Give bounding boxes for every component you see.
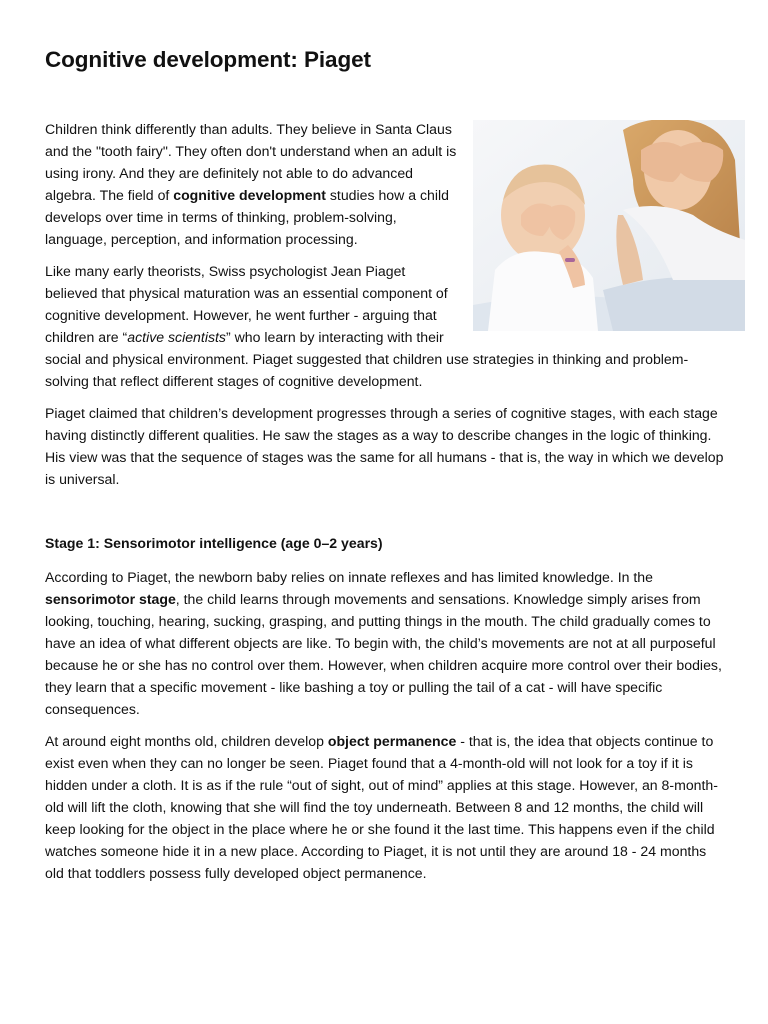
- object-permanence-text-end: - that is, the idea that objects continue to exist even when they can no longer be seen. Piaget found that a 4-month-old will not look for a toy if it is hidden under a cloth. It is as if the rule “out of sight, out of mind” applies at this stage. However, an 8-month-old will lift the cloth, knowing that she will find the toy underneath. Between 8 and 12 months, the child will keep looking for the object in the place where he or she found it the last time. This happens even if the child watches someone hide it in a new place. According to Piaget, it is not until they are around 18 - 24 months old that toddlers possess fully developed object permanence.: [45, 733, 718, 881]
- document-body: [45, 118, 725, 894]
- piaget-text-start: Like many early theorists, Swiss psychologist Jean Piaget believed that physical maturation was an essential component of cognitive development. However, he went further - arguing that children are “: [45, 263, 448, 345]
- sensorimotor-paragraph: [45, 566, 725, 720]
- intro-text-end: studies how a child develops over time in terms of thinking, problem-solving, language, perception, and information processing.: [45, 187, 449, 247]
- sensorimotor-text-start: According to Piaget, the newborn baby relies on innate reflexes and has limited knowledge. In the: [45, 569, 653, 585]
- intro-text-start: Children think differently than adults. They believe in Santa Claus and the "tooth fairy". They often don't understand when an adult is using irony. And they are definitely not able to do advanced algebra. The field of: [45, 121, 457, 203]
- stage1-heading: Stage 1: Sensorimotor intelligence (age 0–2 years): [45, 535, 383, 551]
- stages-paragraph: Piaget claimed that children’s development progresses through a series of cognitive stages, with each stage having distinctly different qualities. He saw the stages as a way to describe changes in the logic of thinking. His view was that the sequence of stages was the same for all humans - that is, the way in which we develop is universal.: [45, 405, 724, 487]
- baby-and-mother-photo: [473, 120, 745, 331]
- term-sensorimotor-stage: sensorimotor stage: [45, 591, 176, 607]
- piaget-text-end: ” who learn by interacting with their social and physical environment. Piaget suggested that children use strategies in thinking and problem-solving that reflect different stages of cognitive development.: [45, 329, 689, 389]
- term-active-scientists: active scientists: [127, 329, 226, 345]
- page-title: Cognitive development: Piaget: [45, 47, 371, 72]
- term-object-permanence: object permanence: [327, 733, 457, 749]
- object-permanence-paragraph: [45, 730, 725, 884]
- term-cognitive-development: cognitive development: [173, 187, 326, 203]
- sensorimotor-text-end: , the child learns through movements and sensations. Knowledge simply arises from looking, touching, hearing, sucking, grasping, and putting things in the mouth. The child gradually comes to have an idea of what different objects are like. To begin with, the child’s movements are not at all purposeful because he or she has no control over them. However, when children acquire more control over their bodies, they learn that a specific movement - like bashing a toy or pulling the tail of a cat - will have specific consequences.: [45, 591, 722, 717]
- object-permanence-text-start: At around eight months old, children develop: [45, 733, 328, 749]
